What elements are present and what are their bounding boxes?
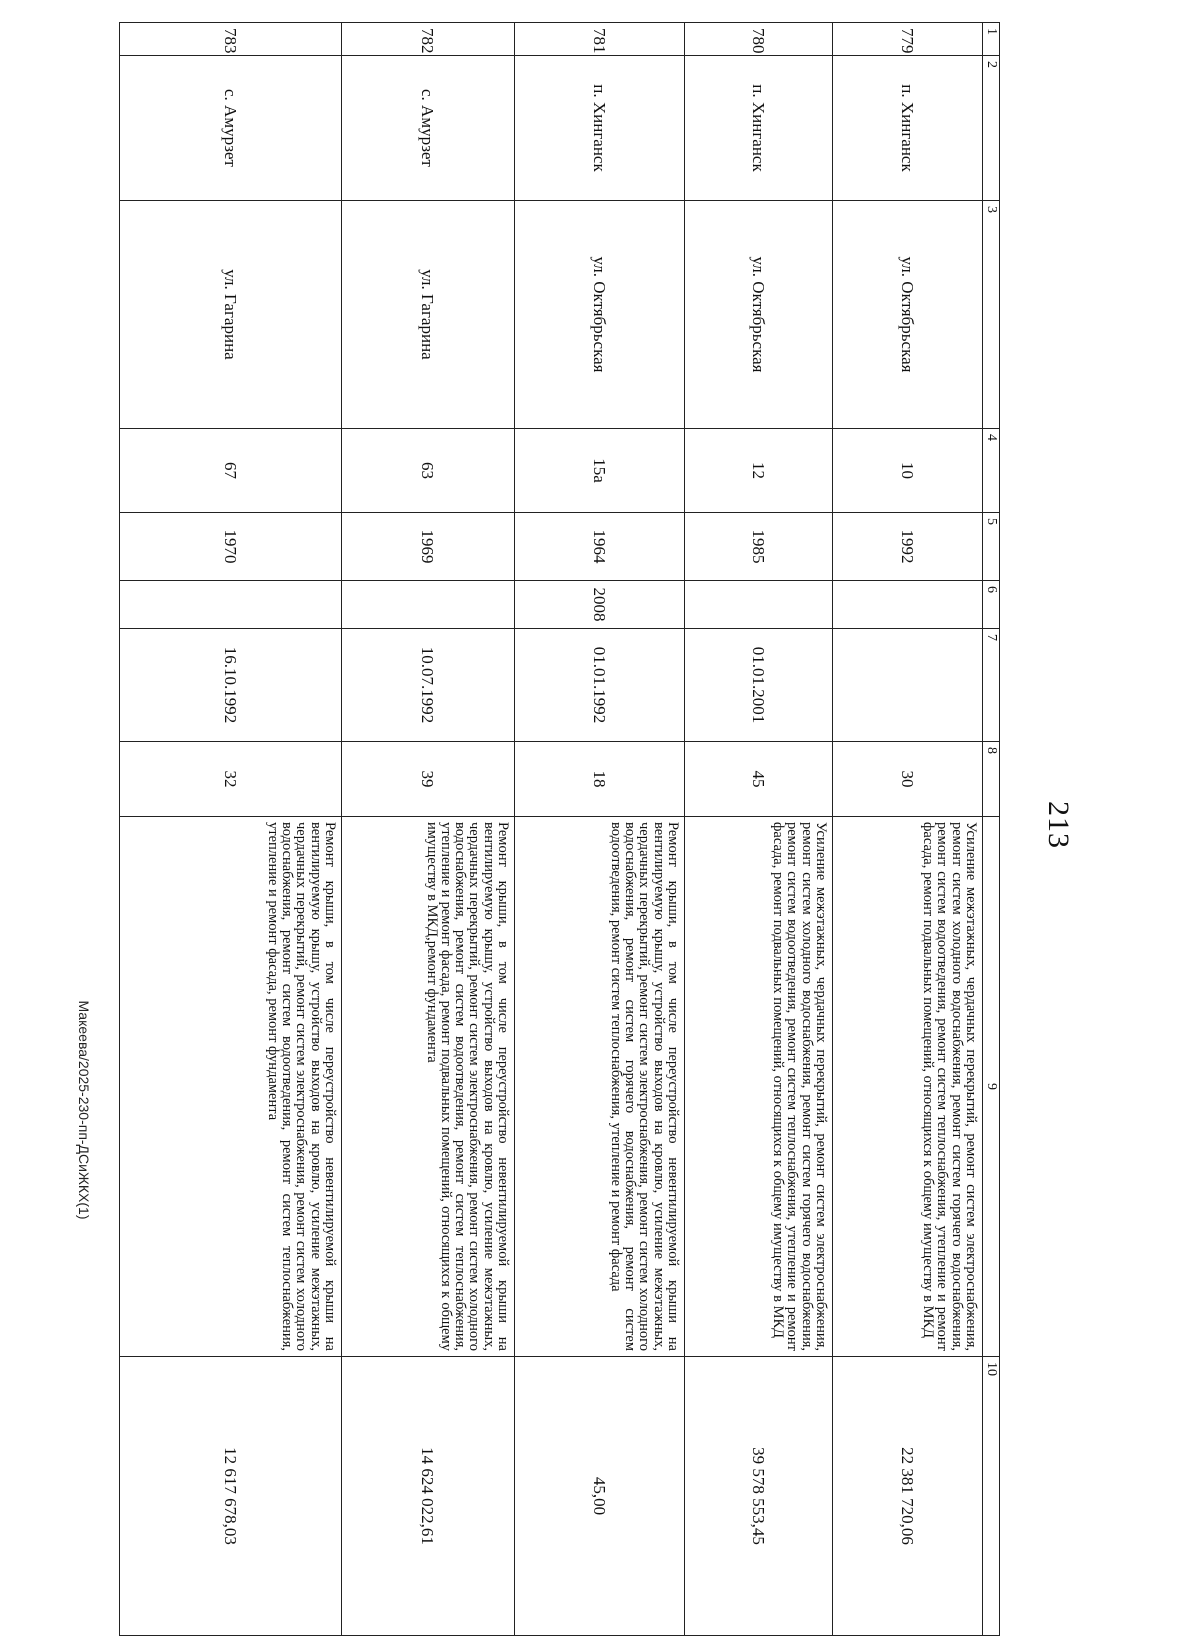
settlement-cell: п. Хинганск	[685, 56, 833, 201]
street-cell: ул. Гагарина	[342, 201, 515, 429]
row-number: 779	[833, 23, 983, 56]
column-number: 10	[983, 1357, 1000, 1636]
column-number: 3	[983, 201, 1000, 429]
cost-cell: 14 624 022,61	[342, 1357, 515, 1636]
works-cell: Усиление межэтажных, чердачных перекрытий, ремонт систем электроснабжения, ремонт систем холодного водоснабжения, ремонт систем горячего водоснабжения, ремонт систем водоотведения, ремонт систем теплоснабжения, утепление и ремонт фасада, ремонт подвальных помещений, относящихся к общему имуществу в МКД	[685, 817, 833, 1357]
settlement-cell: п. Хинганск	[833, 56, 983, 201]
works-cell: Ремонт крыши, в том числе переустройство невентилируемой крыши на вентилируемую крышу, устройство выходов на кровлю, усиление межэтажных, чердачных перекрытий, ремонт систем электроснабжения, ремонт систем холодного водоснабжения, ремонт систем водоотведения, ремонт систем теплоснабжения, утепление и ремонт фасада, ремонт фундамента	[120, 817, 342, 1357]
street-cell: ул. Октябрьская	[515, 201, 685, 429]
page-number: 213	[1042, 801, 1075, 849]
wear-cell: 30	[833, 742, 983, 817]
cost-cell: 12 617 678,03	[120, 1357, 342, 1636]
street-cell: ул. Гагарина	[120, 201, 342, 429]
year-overhaul-cell: 2008	[515, 581, 685, 629]
year-built-cell: 1970	[120, 513, 342, 581]
year-overhaul-cell	[685, 581, 833, 629]
works-cell: Ремонт крыши, в том числе переустройство невентилируемой крыши на вентилируемую крышу, устройство выходов на кровлю, усиление межэтажных, чердачных перекрытий, ремонт систем электроснабжения, ремонт систем холодного водоснабжения, ремонт систем горячего водоснабжения, ремонт систем водоотведения, ремонт систем теплоснабжения, утепление и ремонт фасада	[515, 817, 685, 1357]
settlement-cell: с. Амурзет	[120, 56, 342, 201]
year-built-cell: 1969	[342, 513, 515, 581]
table-row	[685, 23, 833, 1636]
column-number: 7	[983, 629, 1000, 742]
year-built-cell: 1992	[833, 513, 983, 581]
privatization-date-cell: 01.01.2001	[685, 629, 833, 742]
privatization-date-cell: 16.10.1992	[120, 629, 342, 742]
cost-cell: 22 381 720,06	[833, 1357, 983, 1636]
settlement-cell: п. Хинганск	[515, 56, 685, 201]
column-number: 2	[983, 56, 1000, 201]
wear-cell: 32	[120, 742, 342, 817]
street-cell: ул. Октябрьская	[833, 201, 983, 429]
row-number: 782	[342, 23, 515, 56]
house-cell: 15а	[515, 429, 685, 513]
house-cell: 63	[342, 429, 515, 513]
capital-repair-table	[119, 22, 1000, 1636]
column-number: 1	[983, 23, 1000, 56]
cost-cell: 45,00	[515, 1357, 685, 1636]
row-number: 781	[515, 23, 685, 56]
street-cell: ул. Октябрьская	[685, 201, 833, 429]
column-number: 5	[983, 513, 1000, 581]
house-cell: 10	[833, 429, 983, 513]
column-number: 6	[983, 581, 1000, 629]
privatization-date-cell: 10.07.1992	[342, 629, 515, 742]
column-number: 9	[983, 817, 1000, 1357]
house-cell: 12	[685, 429, 833, 513]
year-built-cell: 1985	[685, 513, 833, 581]
year-overhaul-cell	[120, 581, 342, 629]
house-cell: 67	[120, 429, 342, 513]
year-overhaul-cell	[342, 581, 515, 629]
column-number-row	[983, 23, 1000, 1636]
document-reference: Макеева/2025-230-пп-ДСиЖКХ(1)	[76, 1000, 92, 1220]
column-number: 4	[983, 429, 1000, 513]
table-row	[342, 23, 515, 1636]
privatization-date-cell	[833, 629, 983, 742]
table-row	[833, 23, 983, 1636]
cost-cell: 39 578 553,45	[685, 1357, 833, 1636]
wear-cell: 39	[342, 742, 515, 817]
rotated-table-wrapper	[120, 22, 1000, 1635]
year-overhaul-cell	[833, 581, 983, 629]
table-row	[515, 23, 685, 1636]
row-number: 780	[685, 23, 833, 56]
works-cell: Усиление межэтажных, чердачных перекрытий, ремонт систем электроснабжения, ремонт систем холодного водоснабжения, ремонт систем горячего водоснабжения, ремонт систем водоотведения, ремонт систем теплоснабжения, утепление и ремонт фасада, ремонт подвальных помещений, относящихся к общему имуществу в МКД	[833, 817, 983, 1357]
row-number: 783	[120, 23, 342, 56]
column-number: 8	[983, 742, 1000, 817]
privatization-date-cell: 01.01.1992	[515, 629, 685, 742]
year-built-cell: 1964	[515, 513, 685, 581]
wear-cell: 18	[515, 742, 685, 817]
table-row	[120, 23, 342, 1636]
wear-cell: 45	[685, 742, 833, 817]
settlement-cell: с. Амурзет	[342, 56, 515, 201]
works-cell: Ремонт крыши, в том числе переустройство невентилируемой крыши на вентилируемую крышу, устройство выходов на кровлю, усиление межэтажных, чердачных перекрытий, ремонт систем электроснабжения, ремонт систем холодного водоснабжения, ремонт систем водоотведения, ремонт систем теплоснабжения, утепление и ремонт фасада, ремонт подвальных помещений, относящихся к общему имуществу в МКД,ремонт фундамента	[342, 817, 515, 1357]
